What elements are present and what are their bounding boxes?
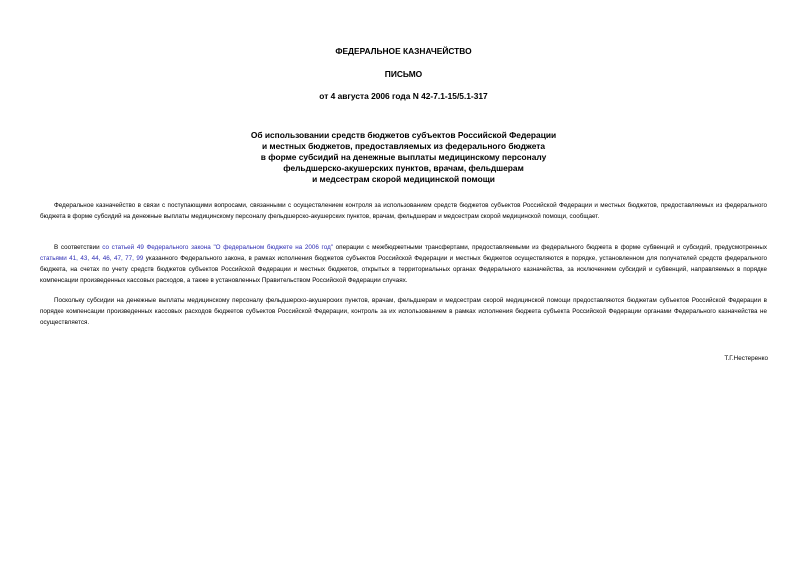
paragraph-1: Федеральное казначейство в связи с поступающими вопросами, связанными с осуществлением контроля за использованием средств бюджетов субъектов Российской Федерации и местных бюджетов, предоставляемых из федерального бюджета в форме субсидий на денежные выплаты медицинскому персоналу фельдшерско-акушерских пунктов, врачам, фельдшерам и медсестрам скорой медицинской помощи, сообщает.: [40, 202, 767, 220]
law-articles-links[interactable]: статьями 41, 43, 44, 46, 47, 77, 99: [40, 255, 144, 262]
title-line: и местных бюджетов, предоставляемых из федерального бюджета: [261, 141, 546, 151]
document-title: [0, 130, 807, 185]
law-article-49-link[interactable]: со статьей 49 Федерального закона "О федеральном бюджете на 2006 год": [102, 244, 333, 251]
document-type: ПИСЬМО: [384, 69, 423, 79]
paragraph-2-text: операции с межбюджетными трансфертами, предоставляемыми из федерального бюджета в форме субвенций и субсидий, предусмотренных: [335, 244, 768, 251]
title-line: Об использовании средств бюджетов субъектов Российской Федерации: [250, 130, 557, 140]
title-line: фельдшерско-акушерских пунктов, врачам, фельдшерам: [283, 163, 524, 173]
paragraph-2: [40, 242, 767, 286]
paragraph-2-text: В соответствии: [54, 244, 100, 251]
signature: Т.Г.Нестеренко: [724, 355, 768, 362]
paragraph-2-text: указанного Федерального закона, в рамках исполнения бюджетов субъектов Российской Федерации и местных бюджетов осуществляются в порядке, установленном для получателей средств федерального бюджета, на счетах по учету средств бюджетов субъектов Российской Федерации и местных бюджетов, открытых в территориальных органах Федерального казначейства, за исключением субсидий и субвенций, направляемых в порядке компенсации произведенных кассовых расходов, а также в установленных Правительством Российской Федерации случаях.: [40, 255, 767, 284]
paragraph-3: Поскольку субсидии на денежные выплаты медицинскому персоналу фельдшерско-акушерских пунктов, врачам, фельдшерам и медсестрам скорой медицинской помощи предоставляются бюджетам субъектов Российской Федерации в порядке компенсации произведенных кассовых расходов бюджетов субъектов Российской Федерации, контроль за их использованием в рамках исполнения бюджета субъекта Российской Федерации органами Федерального казначейства не осуществляется.: [40, 297, 767, 326]
document-date-number: от 4 августа 2006 года N 42-7.1-15/5.1-317: [319, 91, 488, 101]
title-line: и медсестрам скорой медицинской помощи: [312, 174, 495, 184]
title-line: в форме субсидий на денежные выплаты медицинскому персоналу: [260, 152, 547, 162]
agency-name: ФЕДЕРАЛЬНОЕ КАЗНАЧЕЙСТВО: [335, 46, 472, 56]
